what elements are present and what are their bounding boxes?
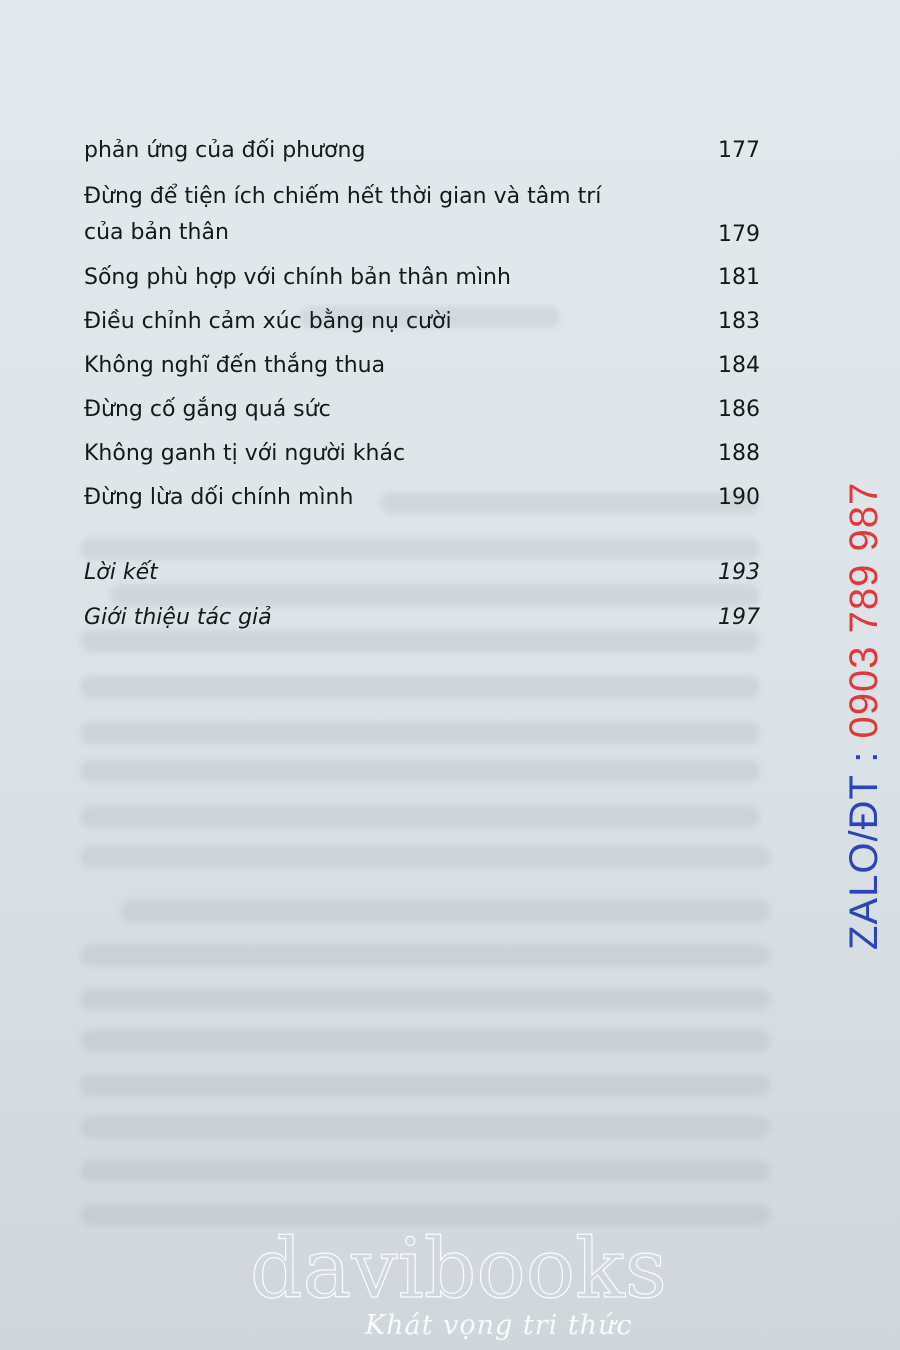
- contact-label: ZALO/ĐT :: [842, 738, 886, 950]
- brand-watermark: davibooks: [250, 1222, 667, 1317]
- toc-entry-page: 186: [718, 397, 760, 422]
- toc-entry-page: 183: [718, 309, 760, 334]
- toc-entry-title: Giới thiệu tác giả: [84, 605, 272, 630]
- toc-entry-title: Lời kết: [84, 560, 158, 585]
- contact-number: 0903 789 987: [842, 481, 886, 739]
- toc-entry-title: Sống phù hợp với chính bản thân mình: [84, 265, 511, 290]
- contact-watermark: [842, 482, 887, 950]
- toc-entry-title: phản ứng của đối phương: [84, 138, 366, 163]
- brand-slogan: Khát vọng tri thức: [365, 1310, 633, 1341]
- toc-entry-title: Đừng để tiện ích chiếm hết thời gian và tâm trí: [84, 184, 602, 209]
- toc-entry-title: Điều chỉnh cảm xúc bằng nụ cười: [84, 309, 452, 334]
- toc-entry-page: 188: [718, 441, 760, 466]
- toc-entry-title: Không nghĩ đến thắng thua: [84, 353, 386, 378]
- toc-entry-page: 177: [718, 138, 760, 163]
- toc-entry-page: 193: [718, 560, 760, 585]
- toc-entry-page: 181: [718, 265, 760, 290]
- toc-entry-page: 179: [718, 222, 760, 247]
- toc-entry-title-continued: của bản thân: [84, 220, 229, 245]
- toc-entry-page: 184: [718, 353, 760, 378]
- toc-entry-title: Không ganh tị với người khác: [84, 441, 406, 466]
- toc-entry-title: Đừng cố gắng quá sức: [84, 397, 331, 422]
- toc-entry-page: 190: [718, 485, 760, 510]
- toc-entry-page: 197: [718, 605, 760, 630]
- toc-entry-title: Đừng lừa dối chính mình: [84, 485, 354, 510]
